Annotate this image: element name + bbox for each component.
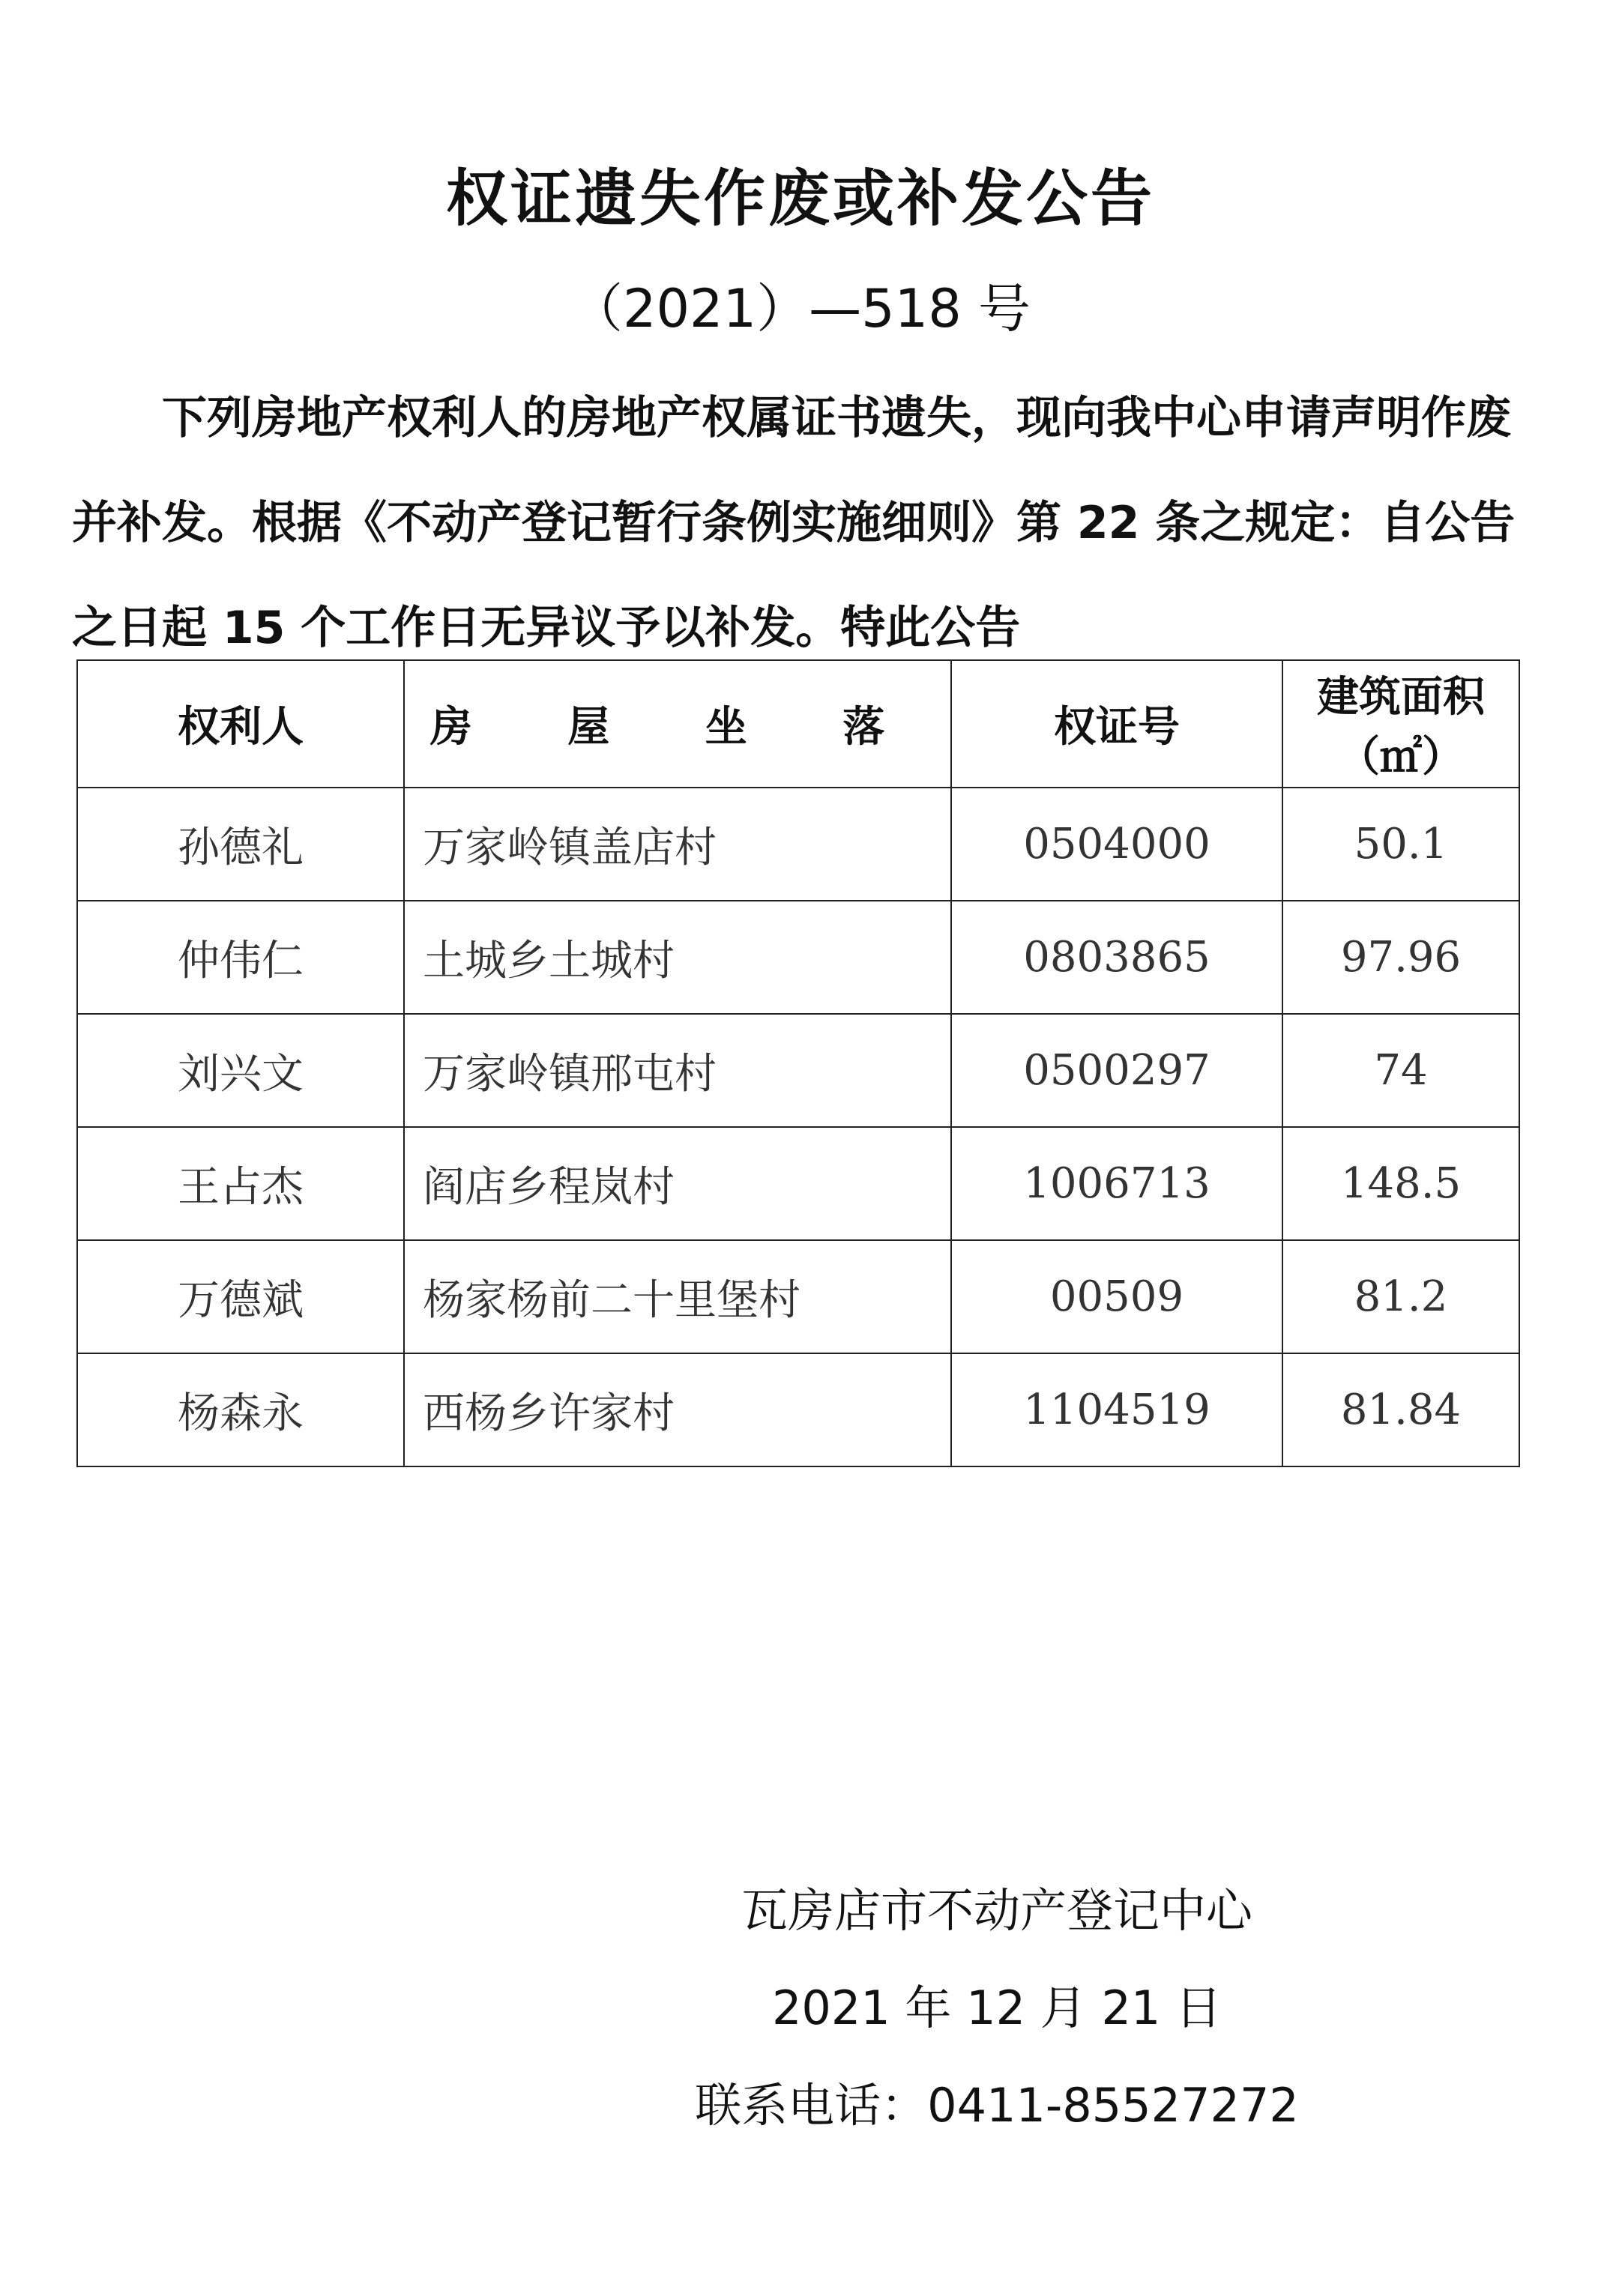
header-area-line2: （㎡）: [1338, 733, 1464, 782]
header-owner: 权利人: [77, 660, 404, 788]
cell-cert-no: 0500297: [951, 1014, 1282, 1127]
notice-title: 权证遗失作废或补发公告: [445, 163, 1155, 235]
cell-cert-no: 0504000: [951, 788, 1282, 901]
cell-cert-no: 0803865: [951, 901, 1282, 1014]
notice-paragraph: [72, 366, 1529, 680]
cell-cert-no: 1104519: [951, 1353, 1282, 1466]
table-row: [77, 1353, 1519, 1466]
cell-area: 81.2: [1282, 1240, 1519, 1353]
header-area: [1282, 660, 1519, 788]
cell-owner: 万德斌: [77, 1240, 404, 1353]
cell-cert-no: 00509: [951, 1240, 1282, 1353]
cell-location: 万家岭镇邢屯村: [404, 1014, 951, 1127]
cell-area: 81.84: [1282, 1353, 1519, 1466]
contact-phone: 联系电话：0411-85527272: [695, 2078, 1299, 2133]
issuing-organization: 瓦房店市不动产登记中心: [741, 1883, 1252, 1938]
cell-area: 97.96: [1282, 901, 1519, 1014]
header-location: [404, 660, 951, 788]
table-row: [77, 1240, 1519, 1353]
cell-owner: 杨森永: [77, 1353, 404, 1466]
cell-area: 50.1: [1282, 788, 1519, 901]
cell-owner: 刘兴文: [77, 1014, 404, 1127]
cell-location: 土城乡土城村: [404, 901, 951, 1014]
cell-location: 杨家杨前二十里堡村: [404, 1240, 951, 1353]
header-cert-no: 权证号: [951, 660, 1282, 788]
certificate-table: [76, 659, 1520, 1467]
cell-owner: 王占杰: [77, 1127, 404, 1240]
cell-owner: 仲伟仁: [77, 901, 404, 1014]
table-header-row: [77, 660, 1519, 788]
cell-location: 万家岭镇盖店村: [404, 788, 951, 901]
table-row: [77, 788, 1519, 901]
header-location-text: 房 屋 坐 落: [429, 703, 926, 752]
notice-paragraph-text: 下列房地产权利人的房地产权属证书遗失，现向我中心申请声明作废并补发。根据《不动产登记暂行条例实施细则》第 22 条之规定：自公告之日起 15 个工作日无异议予以补发。特此公告: [72, 392, 1516, 654]
cell-area: 74: [1282, 1014, 1519, 1127]
header-area-line1: 建筑面积: [1317, 673, 1485, 722]
document-number: （2021）—518 号: [570, 278, 1031, 339]
table-row: [77, 1014, 1519, 1127]
table-row: [77, 901, 1519, 1014]
issue-date: 2021 年 12 月 21 日: [771, 1981, 1222, 2035]
cell-owner: 孙德礼: [77, 788, 404, 901]
cell-location: 西杨乡许家村: [404, 1353, 951, 1466]
cell-cert-no: 1006713: [951, 1127, 1282, 1240]
cell-area: 148.5: [1282, 1127, 1519, 1240]
table-row: [77, 1127, 1519, 1240]
cell-location: 阎店乡程岚村: [404, 1127, 951, 1240]
